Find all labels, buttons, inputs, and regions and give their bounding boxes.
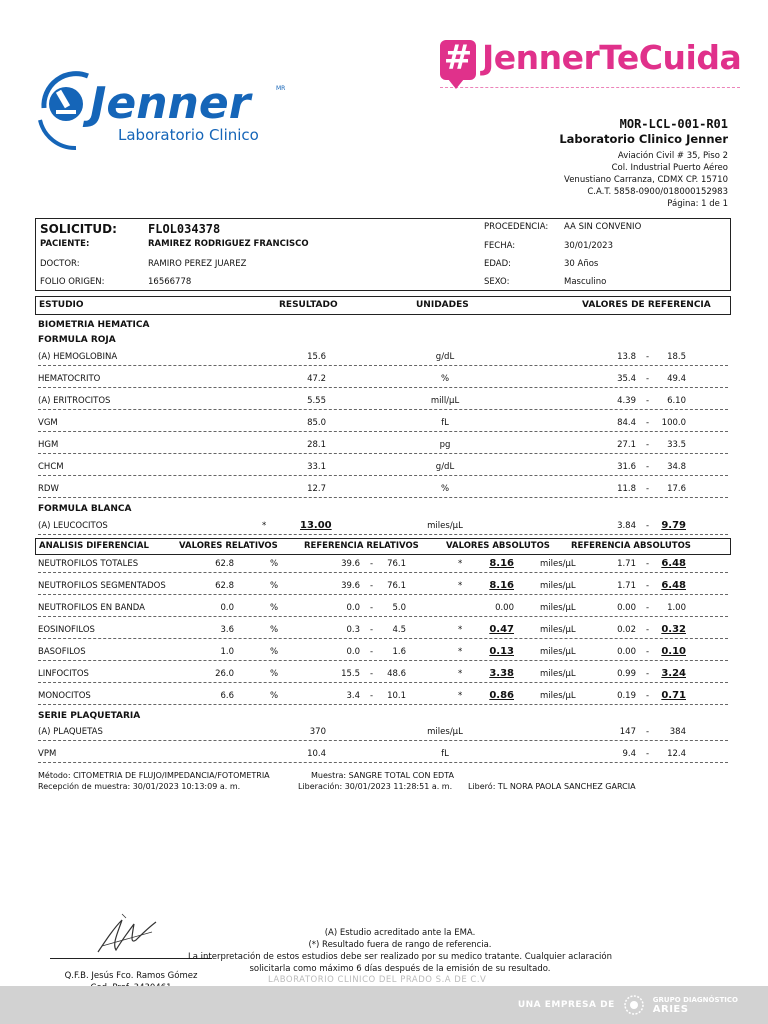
study-name: MONOCITOS <box>38 691 91 701</box>
ref-high: 12.4 <box>667 749 686 759</box>
ref-high: 100.0 <box>661 418 686 428</box>
ref-abs-low: 1.71 <box>617 559 636 569</box>
ref-rel-high: 76.1 <box>387 581 406 591</box>
col-analisis: ANALISIS DIFERENCIAL <box>39 541 149 551</box>
note-aclaracion: solicitarla como máximo 6 días después de la emisión de su resultado. <box>249 964 551 974</box>
folio-value: 16566778 <box>148 277 192 287</box>
ref-abs-high: 0.10 <box>661 646 686 657</box>
logo-name: Jenner <box>90 78 251 129</box>
absolute-value: 3.38 <box>489 668 514 679</box>
ref-abs-low: 0.00 <box>617 603 636 613</box>
ref-dash: - <box>646 727 650 737</box>
paciente-value: RAMIREZ RODRIGUEZ FRANCISCO <box>148 239 309 249</box>
table-row <box>38 456 728 476</box>
aries-brand <box>518 994 738 1016</box>
ref-dash: - <box>370 669 374 679</box>
table-row <box>38 434 728 454</box>
ref-high: 6.10 <box>667 396 686 406</box>
note-interpretation: La interpretación de estos estudios debe ser realizado por su medico tratante. Cualquier aclaración <box>188 952 612 962</box>
procedencia-value: AA SIN CONVENIO <box>564 222 642 232</box>
relative-value: 26.0 <box>215 669 234 679</box>
ref-low: 4.39 <box>617 396 636 406</box>
unit: miles/µL <box>427 727 463 737</box>
logo-sub: Laboratorio Clinico <box>118 126 259 144</box>
ref-dash: - <box>646 484 650 494</box>
ref-dash: - <box>370 581 374 591</box>
absolute-value: 8.16 <box>489 580 514 591</box>
edad-value: 30 Años <box>564 259 599 269</box>
result-value: 370 <box>309 727 326 737</box>
ref-abs-high: 1.00 <box>667 603 686 613</box>
ref-low: 13.8 <box>617 352 636 362</box>
unit: fL <box>441 749 449 759</box>
ref-low: 27.1 <box>617 440 636 450</box>
table-row <box>38 390 728 410</box>
unit: g/dL <box>435 462 455 472</box>
jenner-te-cuida-logo <box>440 34 740 92</box>
ref-dash: - <box>646 418 650 428</box>
jenner-logo <box>36 68 296 158</box>
ref-rel-low: 39.6 <box>341 581 360 591</box>
ref-rel-low: 39.6 <box>341 559 360 569</box>
doctor-label: DOCTOR: <box>40 259 80 269</box>
ref-dash: - <box>646 647 650 657</box>
liberacion: Liberación: 30/01/2023 11:28:51 a. m. <box>298 782 453 791</box>
ref-dash: - <box>646 352 650 362</box>
ref-high: 34.8 <box>667 462 686 472</box>
ref-dash: - <box>370 603 374 613</box>
ref-dash: - <box>646 396 650 406</box>
percent-unit: % <box>270 691 279 701</box>
ref-dash: - <box>646 521 650 531</box>
percent-unit: % <box>270 647 279 657</box>
col-referencia: VALORES DE REFERENCIA <box>582 300 711 310</box>
unit: miles/µL <box>540 647 576 657</box>
study-name: EOSINOFILOS <box>38 625 95 635</box>
out-of-range-flag: * <box>458 581 463 591</box>
percent-unit: % <box>270 669 279 679</box>
ref-dash: - <box>646 749 650 759</box>
metodo: Método: CITOMETRIA DE FLUJO/IMPEDANCIA/FOTOMETRIA <box>38 771 270 780</box>
relative-value: 62.8 <box>215 581 234 591</box>
grupo-label: GRUPO DIAGNÓSTICO <box>652 995 738 1004</box>
paciente-label: PACIENTE: <box>40 239 90 249</box>
col-unidades: UNIDADES <box>416 300 469 310</box>
ref-abs-low: 0.00 <box>617 647 636 657</box>
ref-abs-low: 0.02 <box>617 625 636 635</box>
result-value: 85.0 <box>307 418 326 428</box>
result-value: 33.1 <box>307 462 326 472</box>
ref-high: 9.79 <box>661 520 686 531</box>
ref-rel-high: 4.5 <box>392 625 406 635</box>
lab-address-3: Venustiano Carranza, CDMX CP. 15710 <box>564 175 728 185</box>
ref-dash: - <box>646 603 650 613</box>
out-of-range-flag: * <box>262 521 267 531</box>
ref-dash: - <box>370 647 374 657</box>
ref-dash: - <box>646 462 650 472</box>
ref-rel-low: 0.3 <box>346 625 360 635</box>
unit: miles/µL <box>540 603 576 613</box>
table-row <box>38 619 728 639</box>
table-row <box>38 412 728 432</box>
unit: fL <box>441 418 449 428</box>
percent-unit: % <box>270 581 279 591</box>
ref-dash: - <box>370 625 374 635</box>
study-name: VPM <box>38 749 57 759</box>
ref-abs-high: 6.48 <box>661 558 686 569</box>
result-value: 47.2 <box>307 374 326 384</box>
relative-value: 6.6 <box>220 691 234 701</box>
ref-dash: - <box>646 440 650 450</box>
note-ema: (A) Estudio acreditado ante la EMA. <box>324 928 476 938</box>
lab-address-2: Col. Industrial Puerto Aéreo <box>611 163 728 173</box>
ref-rel-low: 0.0 <box>346 603 360 613</box>
ref-low: 9.4 <box>622 749 636 759</box>
recepcion: Recepción de muestra: 30/01/2023 10:13:09 a. m. <box>38 782 241 791</box>
unit: miles/µL <box>540 669 576 679</box>
ref-rel-high: 76.1 <box>387 559 406 569</box>
table-row <box>38 743 728 763</box>
ref-dash: - <box>370 691 374 701</box>
ref-low: 3.84 <box>617 521 636 531</box>
study-name: (A) HEMOGLOBINA <box>38 352 118 362</box>
table-row <box>38 641 728 661</box>
notes <box>188 927 612 975</box>
study-name: NEUTROFILOS EN BANDA <box>38 603 146 613</box>
lab-address-1: Aviación Civil # 35, Piso 2 <box>617 151 728 161</box>
out-of-range-flag: * <box>458 669 463 679</box>
ref-abs-high: 3.24 <box>661 668 686 679</box>
sexo-value: Masculino <box>564 277 607 287</box>
table-row <box>38 368 728 388</box>
doctor-value: RAMIRO PEREZ JUAREZ <box>148 259 247 269</box>
lab-info <box>559 117 728 210</box>
ref-abs-high: 6.48 <box>661 580 686 591</box>
ref-low: 35.4 <box>617 374 636 384</box>
table-row <box>38 575 728 595</box>
study-name: BASOFILOS <box>38 647 86 657</box>
hashtag-symbol: # <box>443 38 473 78</box>
lab-phones: C.A.T. 5858-0900/018000152983 <box>587 187 728 197</box>
ref-dash: - <box>646 691 650 701</box>
procedencia-label: PROCEDENCIA: <box>484 222 549 232</box>
percent-unit: % <box>270 603 279 613</box>
fecha-value: 30/01/2023 <box>564 241 613 251</box>
out-of-range-flag: * <box>458 559 463 569</box>
result-value: 5.55 <box>307 396 326 406</box>
results-table-header <box>35 296 731 315</box>
folio-label: FOLIO ORIGEN: <box>40 277 105 287</box>
ref-abs-low: 1.71 <box>617 581 636 591</box>
col-referencia-relativos: REFERENCIA RELATIVOS <box>304 541 419 551</box>
section-biometria: BIOMETRIA HEMATICA <box>38 320 150 330</box>
out-of-range-flag: * <box>458 691 463 701</box>
edad-label: EDAD: <box>484 259 511 269</box>
result-value: 12.7 <box>307 484 326 494</box>
study-name: HGM <box>38 440 59 450</box>
study-name: NEUTROFILOS SEGMENTADOS <box>38 581 166 591</box>
table-row <box>38 346 728 366</box>
aries-icon <box>623 994 645 1016</box>
page-number: Página: 1 de 1 <box>667 199 728 209</box>
table-row <box>38 663 728 683</box>
hashtag-text: JennerTeCuida <box>482 38 742 77</box>
ref-rel-low: 3.4 <box>346 691 360 701</box>
study-name: (A) ERITROCITOS <box>38 396 111 406</box>
ref-high: 17.6 <box>667 484 686 494</box>
note-out-of-range: (*) Resultado fuera de rango de referencia. <box>308 940 492 950</box>
patient-info-box <box>35 218 731 291</box>
unit: % <box>440 484 450 494</box>
col-resultado: RESULTADO <box>279 300 338 310</box>
study-name: (A) PLAQUETAS <box>38 727 103 737</box>
table-row <box>38 553 728 573</box>
ref-dash: - <box>646 559 650 569</box>
sexo-label: SEXO: <box>484 277 510 287</box>
unit: miles/µL <box>540 625 576 635</box>
out-of-range-flag: * <box>458 647 463 657</box>
study-name: CHCM <box>38 462 64 472</box>
ref-abs-high: 0.32 <box>661 624 686 635</box>
signature <box>92 910 162 960</box>
table-row <box>38 685 728 705</box>
watermark: LABORATORIO CLINICO DEL PRADO S.A DE C.V <box>268 975 487 985</box>
ref-rel-low: 0.0 <box>346 647 360 657</box>
aries-label: ARIES <box>652 1003 689 1015</box>
ref-low: 84.4 <box>617 418 636 428</box>
table-row <box>38 597 728 617</box>
ref-abs-low: 0.19 <box>617 691 636 701</box>
relative-value: 0.0 <box>220 603 234 613</box>
ref-rel-low: 15.5 <box>341 669 360 679</box>
table-row <box>38 478 728 498</box>
ref-abs-high: 0.71 <box>661 690 686 701</box>
absolute-value: 8.16 <box>489 558 514 569</box>
absolute-value: 0.86 <box>489 690 514 701</box>
absolute-value: 0.13 <box>489 646 514 657</box>
ref-high: 49.4 <box>667 374 686 384</box>
ref-rel-high: 5.0 <box>392 603 406 613</box>
result-value: 15.6 <box>307 352 326 362</box>
unit: miles/µL <box>540 691 576 701</box>
ref-dash: - <box>646 625 650 635</box>
unit: pg <box>439 440 451 450</box>
out-of-range-flag: * <box>458 625 463 635</box>
ref-rel-high: 1.6 <box>392 647 406 657</box>
ref-dash: - <box>646 374 650 384</box>
ref-dash: - <box>370 559 374 569</box>
study-name: LINFOCITOS <box>38 669 89 679</box>
result-value: 28.1 <box>307 440 326 450</box>
col-referencia-absolutos: REFERENCIA ABSOLUTOS <box>571 541 691 551</box>
lab-name: Laboratorio Clinico Jenner <box>559 132 728 146</box>
percent-unit: % <box>270 559 279 569</box>
study-name: VGM <box>38 418 58 428</box>
relative-value: 1.0 <box>220 647 234 657</box>
absolute-value: 0.00 <box>495 603 514 613</box>
ref-low: 11.8 <box>617 484 636 494</box>
unit: mill/µL <box>430 396 460 406</box>
relative-value: 3.6 <box>220 625 234 635</box>
solicitud-label: SOLICITUD: <box>40 222 117 236</box>
ref-low: 147 <box>619 727 636 737</box>
relative-value: 62.8 <box>215 559 234 569</box>
ref-dash: - <box>646 669 650 679</box>
lab-code: MOR-LCL-001-R01 <box>619 117 728 131</box>
col-valores-relativos: VALORES RELATIVOS <box>179 541 278 551</box>
ref-abs-low: 0.99 <box>617 669 636 679</box>
muestra: Muestra: SANGRE TOTAL CON EDTA <box>311 771 454 780</box>
unit: miles/µL <box>540 559 576 569</box>
signer-name: Q.F.B. Jesús Fco. Ramos Gómez <box>64 971 198 981</box>
result-value: 13.00 <box>300 520 332 531</box>
study-name: RDW <box>38 484 59 494</box>
empresa-label: UNA EMPRESA DE <box>517 1000 615 1010</box>
solicitud-value: FLOL034378 <box>148 222 221 236</box>
col-estudio: ESTUDIO <box>39 300 84 310</box>
ref-high: 18.5 <box>667 352 686 362</box>
study-name: HEMATOCRITO <box>38 374 101 384</box>
table-row <box>38 721 728 741</box>
ref-dash: - <box>646 581 650 591</box>
percent-unit: % <box>270 625 279 635</box>
col-valores-absolutos: VALORES ABSOLUTOS <box>446 541 550 551</box>
table-row <box>38 515 728 535</box>
ref-high: 33.5 <box>667 440 686 450</box>
unit: miles/µL <box>540 581 576 591</box>
section-formula-blanca: FORMULA BLANCA <box>38 504 132 514</box>
fecha-label: FECHA: <box>484 241 516 251</box>
section-formula-roja: FORMULA ROJA <box>38 335 116 345</box>
study-name: NEUTROFILOS TOTALES <box>38 559 139 569</box>
libero: Liberó: TL NORA PAOLA SANCHEZ GARCIA <box>468 782 636 791</box>
absolute-value: 0.47 <box>489 624 514 635</box>
unit: miles/µL <box>427 521 463 531</box>
ref-low: 31.6 <box>617 462 636 472</box>
ref-rel-high: 10.1 <box>387 691 406 701</box>
unit: % <box>440 374 450 384</box>
unit: g/dL <box>435 352 455 362</box>
logo-mark: MR <box>276 85 286 92</box>
study-name: (A) LEUCOCITOS <box>38 521 108 531</box>
ref-high: 384 <box>669 727 686 737</box>
section-serie-plaquetaria: SERIE PLAQUETARIA <box>38 711 141 721</box>
result-value: 10.4 <box>307 749 326 759</box>
ref-rel-high: 48.6 <box>387 669 406 679</box>
